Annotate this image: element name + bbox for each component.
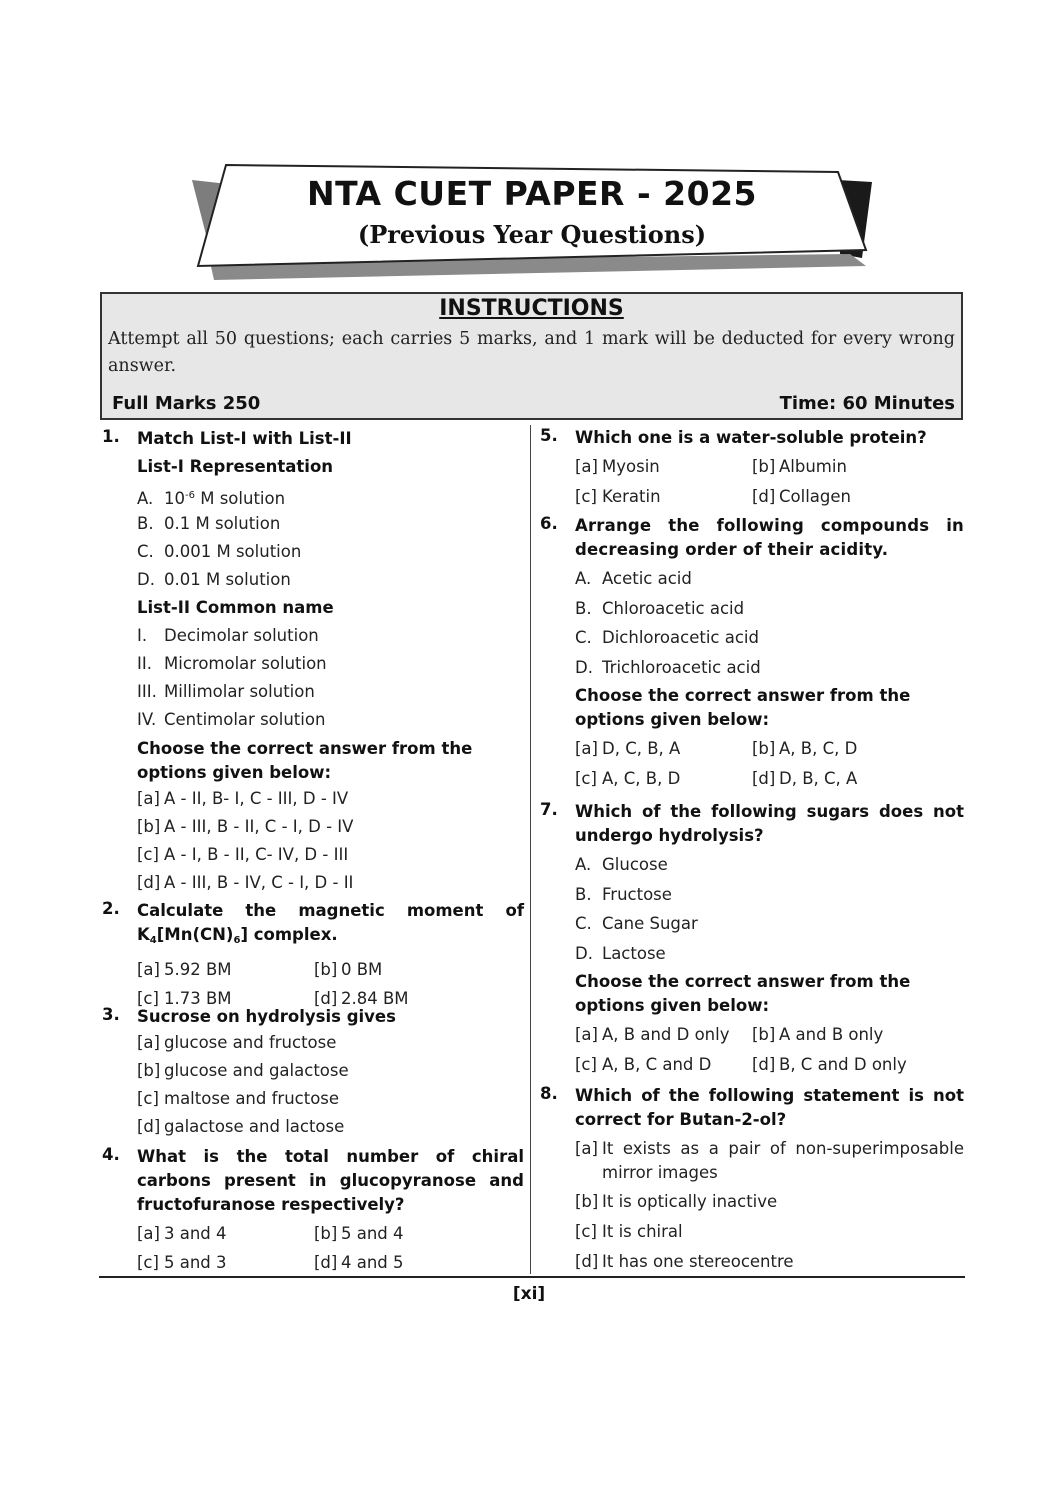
- list-heading: List-II Common name: [137, 598, 334, 617]
- item-text: Decimolar solution: [164, 626, 319, 645]
- option-text: glucose and galactose: [164, 1061, 349, 1080]
- question-8: [538, 1084, 964, 1277]
- item-label: II.: [137, 654, 152, 673]
- question-number: 2.: [102, 899, 120, 918]
- item-text: Centimolar solution: [164, 710, 326, 729]
- choose-instruction: Choose the correct answer from the options given below:: [137, 739, 473, 782]
- question-text: Which of the following statement is not correct for Butan-2-ol?: [575, 1086, 964, 1129]
- question-text: Which of the following sugars does not undergo hydrolysis?: [575, 802, 964, 845]
- question-text: Sucrose on hydrolysis gives: [137, 1007, 396, 1026]
- time-limit: Time: 60 Minutes: [779, 393, 955, 414]
- item-text: Chloroacetic acid: [602, 598, 745, 618]
- option-text: It has one stereocentre: [602, 1252, 794, 1271]
- question-text: What is the total number of chiral carbons present in glucopyranose and fructofuranose respectively?: [137, 1147, 524, 1214]
- list-item: [137, 650, 524, 678]
- list-item: A. $10^{-6}$ M solution: [137, 482, 524, 510]
- answer-option: [a] Myosin: [575, 457, 660, 476]
- list-item: [137, 566, 524, 594]
- question-text: Which one is a water-soluble protein?: [575, 428, 927, 447]
- answer-option-row: [575, 734, 964, 763]
- answer-option: [575, 1247, 964, 1277]
- answer-option-row: [575, 452, 964, 481]
- option-label: [a]: [575, 1139, 598, 1158]
- instructions-heading: INSTRUCTIONS: [439, 296, 624, 321]
- item-label: D.: [575, 943, 593, 963]
- right-column: [538, 426, 964, 1277]
- option-label: [c]: [575, 1222, 597, 1241]
- answer-option: [c] 5 and 3: [137, 1253, 227, 1272]
- item-text: 0.1 M solution: [164, 514, 281, 533]
- answer-option-row: [575, 482, 964, 511]
- option-text: A - II, B- I, C - III, D - IV: [164, 789, 349, 808]
- question-number: 1.: [102, 427, 120, 446]
- answer-option: [d] B, C and D only: [752, 1055, 907, 1074]
- column-divider: [530, 425, 531, 1274]
- item-text: Micromolar solution: [164, 654, 327, 673]
- question-text: Arrange the following compounds in decreasing order of their acidity.: [575, 516, 964, 559]
- list-item: [575, 909, 964, 939]
- question-number: 5.: [540, 426, 558, 445]
- item-label: C.: [575, 628, 592, 647]
- title-banner: [190, 162, 874, 287]
- answer-option-row: [137, 955, 524, 984]
- answer-option: [c] A, C, B, D: [575, 769, 681, 788]
- item-text: Dichloroacetic acid: [602, 628, 759, 647]
- item-label: IV.: [137, 710, 157, 729]
- answer-option: [b] Albumin: [752, 457, 847, 476]
- option-label: [d]: [575, 1252, 599, 1271]
- answer-option: [b] 5 and 4: [314, 1224, 404, 1243]
- list-item: [137, 706, 524, 734]
- answer-option: [b] A and B only: [752, 1025, 884, 1044]
- answer-option: [575, 1137, 964, 1185]
- option-label: [d]: [137, 1117, 161, 1136]
- item-text: Cane Sugar: [602, 914, 698, 933]
- option-label: [c]: [137, 845, 159, 864]
- answer-option: [137, 1029, 524, 1057]
- option-text: A - III, B - IV, C - I, D - II: [164, 873, 354, 892]
- question-5: [538, 426, 964, 514]
- answer-option-row: [575, 1050, 964, 1079]
- full-marks: Full Marks 250: [112, 393, 261, 414]
- option-text: It exists as a pair of non-superimposable mirror images: [602, 1139, 964, 1182]
- option-text: It is chiral: [602, 1222, 683, 1241]
- left-column: [100, 426, 524, 1277]
- item-text: Fructose: [602, 884, 672, 904]
- item-label: C.: [137, 542, 154, 561]
- item-text: 0.01 M solution: [164, 570, 291, 589]
- question-text: Match List-I with List-II: [137, 429, 352, 448]
- option-label: [a]: [137, 1033, 160, 1052]
- item-text: 0.001 M solution: [164, 542, 302, 561]
- footer-rule: [99, 1276, 965, 1278]
- answer-option: [137, 813, 524, 841]
- option-text: A - III, B - II, C - I, D - IV: [164, 817, 354, 836]
- item-label: B.: [575, 884, 592, 904]
- item-text: Acetic acid: [602, 569, 692, 588]
- answer-option: [575, 1217, 964, 1247]
- answer-option: [a] A, B and D only: [575, 1025, 730, 1044]
- answer-option: [137, 841, 524, 869]
- list-item: [137, 510, 524, 538]
- list-item: [137, 678, 524, 706]
- list-item: [575, 880, 964, 910]
- list-item: [137, 538, 524, 566]
- page-number: [xi]: [512, 1284, 546, 1304]
- item-label: I.: [137, 626, 148, 645]
- answer-option: [c] Keratin: [575, 487, 661, 506]
- answer-option: [a] D, C, B, A: [575, 739, 681, 758]
- option-label: [b]: [575, 1192, 599, 1211]
- list-item: [575, 594, 964, 624]
- instructions-text: Attempt all 50 questions; each carries 5 marks, and 1 mark will be deducted for every wrong answer.: [108, 329, 955, 376]
- answer-option-row: [137, 1219, 524, 1248]
- question-6: [538, 514, 964, 800]
- answer-option: [b] 0 BM: [314, 960, 383, 979]
- list-item: [137, 622, 524, 650]
- instructions-box: [100, 292, 963, 420]
- option-text: A - I, B - II, C- IV, D - III: [164, 845, 349, 864]
- option-label: [b]: [137, 1061, 161, 1080]
- answer-option: [137, 1085, 524, 1113]
- question-number: 6.: [540, 514, 558, 533]
- item-text: Millimolar solution: [164, 682, 315, 701]
- item-label: B.: [575, 598, 592, 618]
- answer-option: [a] 3 and 4: [137, 1224, 227, 1243]
- option-text: maltose and fructose: [164, 1089, 340, 1108]
- answer-option-row: [137, 1248, 524, 1277]
- item-label: A.: [575, 569, 592, 588]
- option-text: galactose and lactose: [164, 1117, 345, 1136]
- question-number: 3.: [102, 1005, 120, 1024]
- item-text: Glucose: [602, 855, 668, 874]
- answer-option: [d] 2.84 BM: [314, 989, 409, 1008]
- answer-option: [575, 1187, 964, 1217]
- choose-instruction: Choose the correct answer from the options given below:: [575, 686, 911, 729]
- answer-option: [d] Collagen: [752, 487, 851, 506]
- question-formula: $K_4[Mn(CN)_6]$ complex.: [137, 925, 338, 946]
- option-text: glucose and fructose: [164, 1033, 337, 1052]
- item-label: D.: [575, 657, 593, 677]
- option-text: It is optically inactive: [602, 1192, 778, 1211]
- question-2: [100, 899, 524, 1008]
- page-title: NTA CUET PAPER - 2025: [306, 174, 757, 213]
- answer-option: [137, 1113, 524, 1141]
- list-item: [575, 564, 964, 594]
- answer-option: [a] 5.92 BM: [137, 960, 232, 979]
- option-label: [d]: [137, 873, 161, 892]
- list-heading: List-I Representation: [137, 457, 334, 476]
- answer-option-row: [575, 1020, 964, 1049]
- question-3: [100, 1005, 524, 1145]
- item-label: III.: [137, 682, 157, 701]
- list-item: [575, 939, 964, 969]
- answer-option: [c] A, B, C and D: [575, 1055, 712, 1074]
- question-4: [100, 1145, 524, 1277]
- question-number: 4.: [102, 1145, 120, 1164]
- answer-option: [b] A, B, C, D: [752, 739, 858, 758]
- answer-option: [137, 785, 524, 813]
- answer-option: [137, 869, 524, 897]
- option-label: [a]: [137, 789, 160, 808]
- item-label: D.: [137, 570, 155, 589]
- item-label: C.: [575, 914, 592, 933]
- list-item: [575, 653, 964, 683]
- item-label: B.: [137, 514, 154, 533]
- answer-option: [d] 4 and 5: [314, 1253, 404, 1272]
- question-7: [538, 800, 964, 1084]
- option-label: [c]: [137, 1089, 159, 1108]
- item-text: Trichloroacetic acid: [602, 657, 761, 677]
- page-subtitle: (Previous Year Questions): [357, 220, 707, 249]
- question-number: 7.: [540, 800, 558, 819]
- question-text: Calculate the magnetic moment of: [137, 901, 524, 920]
- answer-option: [137, 1057, 524, 1085]
- item-label: A.: [137, 489, 154, 508]
- item-text: Lactose: [602, 943, 666, 963]
- answer-option-row: [575, 764, 964, 793]
- item-label: A.: [575, 855, 592, 874]
- option-label: [b]: [137, 817, 161, 836]
- question-number: 8.: [540, 1084, 558, 1103]
- question-1: [100, 426, 524, 899]
- answer-option: [c] 1.73 BM: [137, 989, 232, 1008]
- choose-instruction: Choose the correct answer from the options given below:: [575, 972, 911, 1015]
- answer-option: [d] D, B, C, A: [752, 769, 858, 788]
- list-item: [575, 623, 964, 653]
- list-item: [575, 850, 964, 880]
